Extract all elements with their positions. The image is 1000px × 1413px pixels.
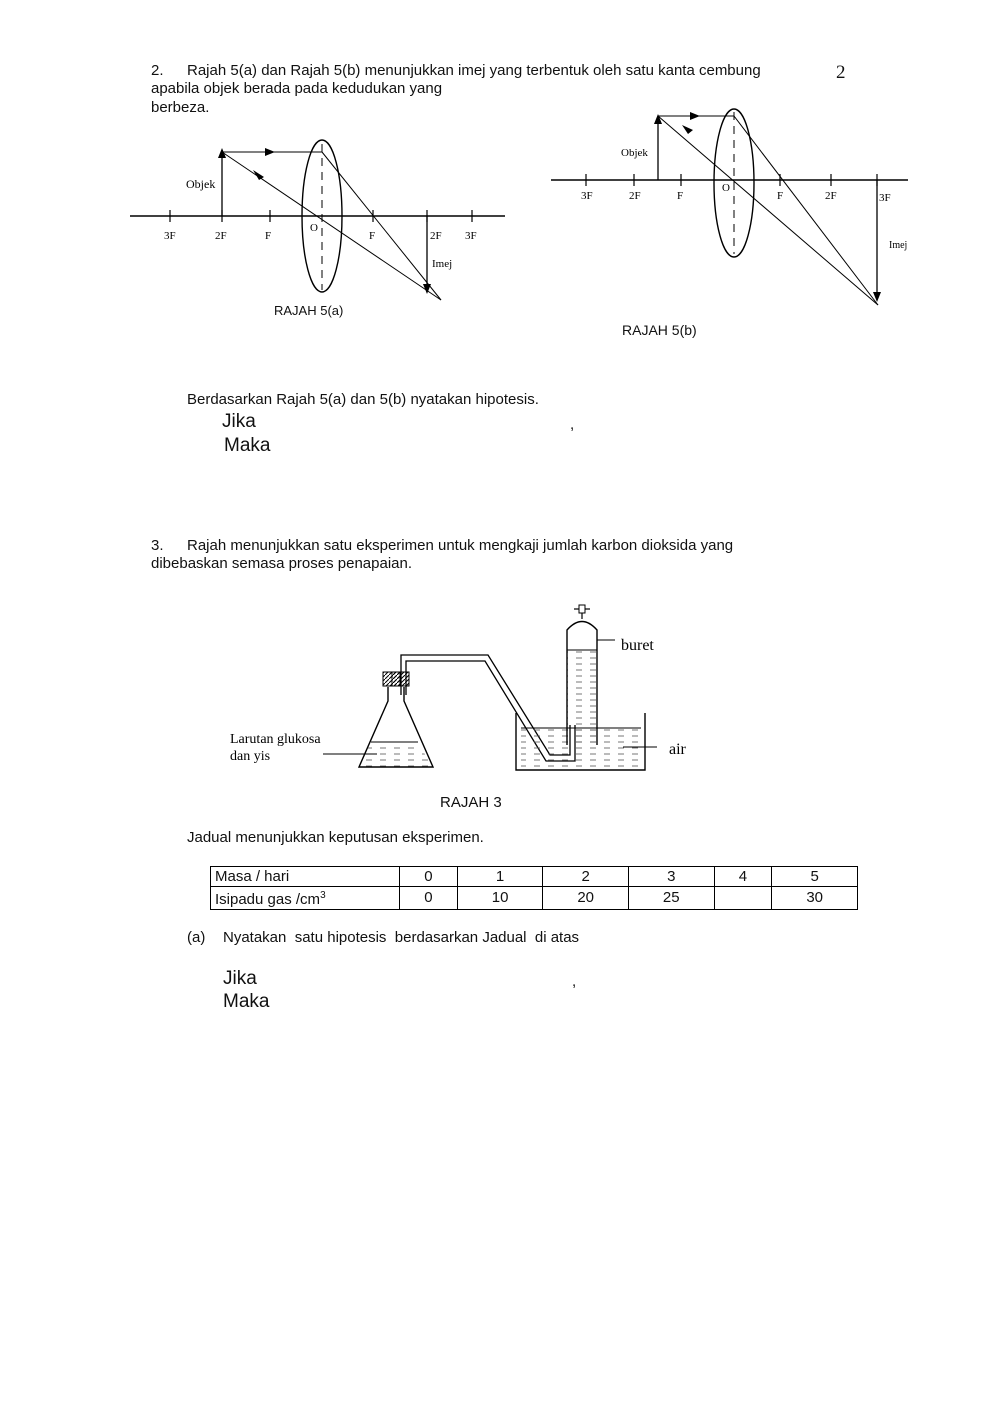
ray-center-b bbox=[658, 116, 878, 305]
label-o-a: O bbox=[310, 222, 318, 234]
table-cell: 30 bbox=[772, 887, 858, 910]
q3-maka: Maka bbox=[223, 991, 270, 1012]
q3-jika: Jika bbox=[223, 968, 257, 989]
tick-label-a-5: 3F bbox=[465, 230, 477, 242]
tick-label-b-1: 2F bbox=[629, 190, 641, 202]
q3-part-a-label: (a) bbox=[187, 929, 206, 946]
diagram-rajah-5b bbox=[548, 100, 913, 315]
diagram-rajah-5a bbox=[125, 130, 515, 330]
table-cell: 0 bbox=[400, 867, 458, 887]
results-table bbox=[210, 866, 858, 910]
tick-label-b-5: 3F bbox=[879, 192, 891, 204]
q3-table-intro: Jadual menunjukkan keputusan eksperimen. bbox=[187, 829, 484, 846]
tick-label-b-2: F bbox=[677, 190, 684, 202]
ray-refracted-b bbox=[734, 116, 878, 305]
q3-line2: dibebaskan semasa proses penapaian. bbox=[151, 555, 413, 572]
label-objek-a: Objek bbox=[186, 177, 216, 191]
q3-number: 3. bbox=[151, 537, 164, 554]
table-cell: 3 bbox=[628, 867, 714, 887]
q3-part-a-text: Nyatakan satu hipotesis berdasarkan Jadual di atas bbox=[223, 929, 580, 946]
tick-label-b-0: 3F bbox=[581, 190, 593, 202]
tick-label-a-3: F bbox=[369, 230, 376, 242]
table-row bbox=[211, 867, 858, 887]
label-larutan-line1: Larutan glukosa bbox=[230, 732, 321, 747]
table-cell: 1 bbox=[457, 867, 543, 887]
label-air: air bbox=[669, 741, 686, 758]
table-cell: 25 bbox=[628, 887, 714, 910]
caption-rajah-5a: RAJAH 5(a) bbox=[274, 303, 344, 318]
label-objek-b: Objek bbox=[621, 147, 648, 159]
q2-jika: Jika bbox=[222, 411, 256, 432]
tick-label-a-0: 3F bbox=[164, 230, 176, 242]
tick-label-a-4: 2F bbox=[430, 230, 442, 242]
row2-header bbox=[211, 887, 400, 910]
row2-header-sup: 3 bbox=[320, 890, 326, 901]
tick-label-b-4: 2F bbox=[825, 190, 837, 202]
label-buret: buret bbox=[621, 637, 654, 654]
q3-line1: Rajah menunjukkan satu eksperimen untuk mengkaji jumlah karbon dioksida yang bbox=[187, 537, 734, 554]
table-cell: 10 bbox=[457, 887, 543, 910]
row2-header-text: Isipadu gas /cm bbox=[215, 891, 321, 908]
q3-comma: , bbox=[572, 973, 577, 990]
table-cell: 2 bbox=[543, 867, 629, 887]
page-number: 2 bbox=[836, 62, 846, 83]
row1-header: Masa / hari bbox=[211, 867, 400, 887]
table-cell-empty[interactable] bbox=[714, 887, 772, 910]
tick-label-b-3: F bbox=[777, 190, 784, 202]
table-cell: 4 bbox=[714, 867, 772, 887]
q2-line2: apabila objek berada pada kedudukan yang bbox=[151, 80, 443, 97]
caption-rajah-3: RAJAH 3 bbox=[440, 794, 502, 811]
conical-flask bbox=[355, 667, 435, 767]
table-cell: 5 bbox=[772, 867, 858, 887]
tick-label-a-1: 2F bbox=[215, 230, 227, 242]
label-o-b: O bbox=[722, 182, 730, 194]
table-row bbox=[211, 887, 858, 910]
diagram-rajah-3 bbox=[225, 595, 735, 790]
caption-rajah-5b: RAJAH 5(b) bbox=[622, 322, 697, 338]
q2-line1: Rajah 5(a) dan Rajah 5(b) menunjukkan imej yang terbentuk oleh satu kanta cembung bbox=[187, 62, 761, 79]
label-imej-a: Imej bbox=[432, 258, 453, 270]
table-cell: 0 bbox=[400, 887, 458, 910]
ray-refracted-a bbox=[322, 152, 441, 300]
label-imej-b: Imej bbox=[889, 240, 908, 251]
q2-maka: Maka bbox=[224, 435, 271, 456]
q2-comma: , bbox=[570, 416, 575, 433]
q2-number: 2. bbox=[151, 62, 164, 79]
tick-label-a-2: F bbox=[265, 230, 272, 242]
object-arrowhead-a bbox=[218, 148, 226, 158]
ray-center-a bbox=[222, 152, 441, 300]
label-larutan-line2: dan yis bbox=[230, 749, 271, 764]
burette bbox=[567, 605, 597, 745]
q2-line3: berbeza. bbox=[151, 99, 210, 116]
q2-prompt: Berdasarkan Rajah 5(a) dan 5(b) nyatakan hipotesis. bbox=[187, 391, 539, 408]
table-cell: 20 bbox=[543, 887, 629, 910]
